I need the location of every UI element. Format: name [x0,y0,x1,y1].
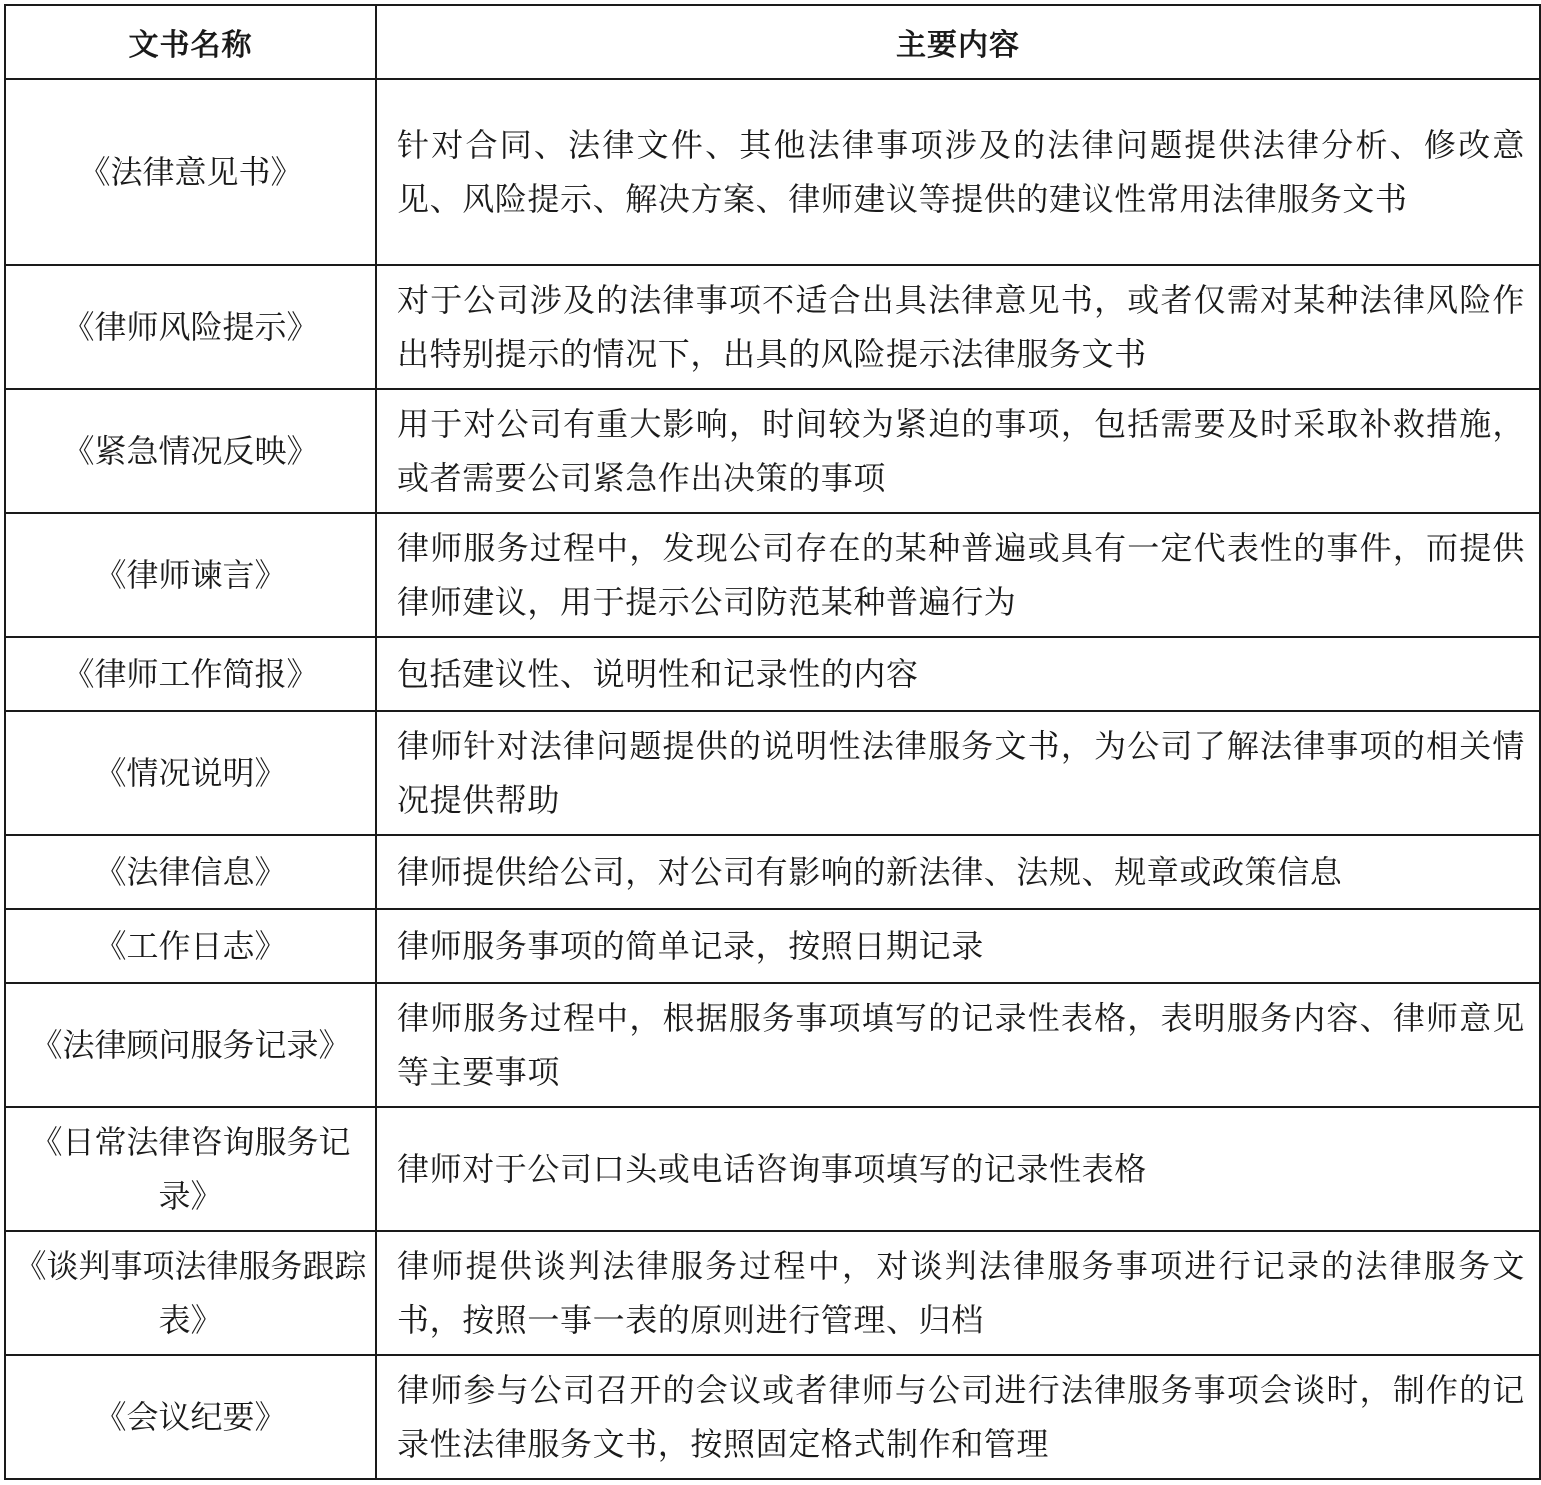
document-name-cell: 《法律意见书》 [5,79,376,265]
document-name-cell: 《情况说明》 [5,711,376,835]
document-content-cell: 律师参与公司召开的会议或者律师与公司进行法律服务事项会谈时，制作的记录性法律服务文书，按照固定格式制作和管理 [376,1355,1540,1479]
table-row [5,79,1540,265]
document-name-cell: 《谈判事项法律服务跟踪表》 [5,1231,376,1355]
table-row [5,711,1540,835]
document-name-cell: 《律师风险提示》 [5,265,376,389]
document-content-cell: 律师服务过程中，根据服务事项填写的记录性表格，表明服务内容、律师意见等主要事项 [376,983,1540,1107]
document-name-cell: 《紧急情况反映》 [5,389,376,513]
document-name-cell: 《法律信息》 [5,835,376,909]
table-row [5,1355,1540,1479]
table-row [5,983,1540,1107]
document-name-cell: 《会议纪要》 [5,1355,376,1479]
document-content-cell: 律师服务过程中，发现公司存在的某种普遍或具有一定代表性的事件，而提供律师建议，用于提示公司防范某种普遍行为 [376,513,1540,637]
table-row [5,1107,1540,1231]
table-row [5,909,1540,983]
table-row [5,389,1540,513]
document-content-cell: 律师对于公司口头或电话咨询事项填写的记录性表格 [376,1107,1540,1231]
document-name-cell: 《日常法律咨询服务记录》 [5,1107,376,1231]
table-row [5,265,1540,389]
table-row [5,637,1540,711]
document-content-cell: 对于公司涉及的法律事项不适合出具法律意见书，或者仅需对某种法律风险作出特别提示的情况下，出具的风险提示法律服务文书 [376,265,1540,389]
document-content-cell: 用于对公司有重大影响，时间较为紧迫的事项，包括需要及时采取补救措施，或者需要公司紧急作出决策的事项 [376,389,1540,513]
document-name-cell: 《法律顾问服务记录》 [5,983,376,1107]
document-content-cell: 律师服务事项的简单记录，按照日期记录 [376,909,1540,983]
document-name-cell: 《工作日志》 [5,909,376,983]
document-content-cell: 包括建议性、说明性和记录性的内容 [376,637,1540,711]
document-content-cell: 律师提供谈判法律服务过程中，对谈判法律服务事项进行记录的法律服务文书，按照一事一表的原则进行管理、归档 [376,1231,1540,1355]
table-row [5,835,1540,909]
document-name-cell: 《律师谏言》 [5,513,376,637]
table-header-row [5,5,1540,79]
column-header-content: 主要内容 [376,5,1540,79]
table-row [5,1231,1540,1355]
document-name-cell: 《律师工作简报》 [5,637,376,711]
column-header-name: 文书名称 [5,5,376,79]
document-types-table [4,4,1541,1480]
document-content-cell: 律师提供给公司，对公司有影响的新法律、法规、规章或政策信息 [376,835,1540,909]
document-content-cell: 律师针对法律问题提供的说明性法律服务文书，为公司了解法律事项的相关情况提供帮助 [376,711,1540,835]
document-content-cell: 针对合同、法律文件、其他法律事项涉及的法律问题提供法律分析、修改意见、风险提示、解决方案、律师建议等提供的建议性常用法律服务文书 [376,79,1540,265]
table-row [5,513,1540,637]
